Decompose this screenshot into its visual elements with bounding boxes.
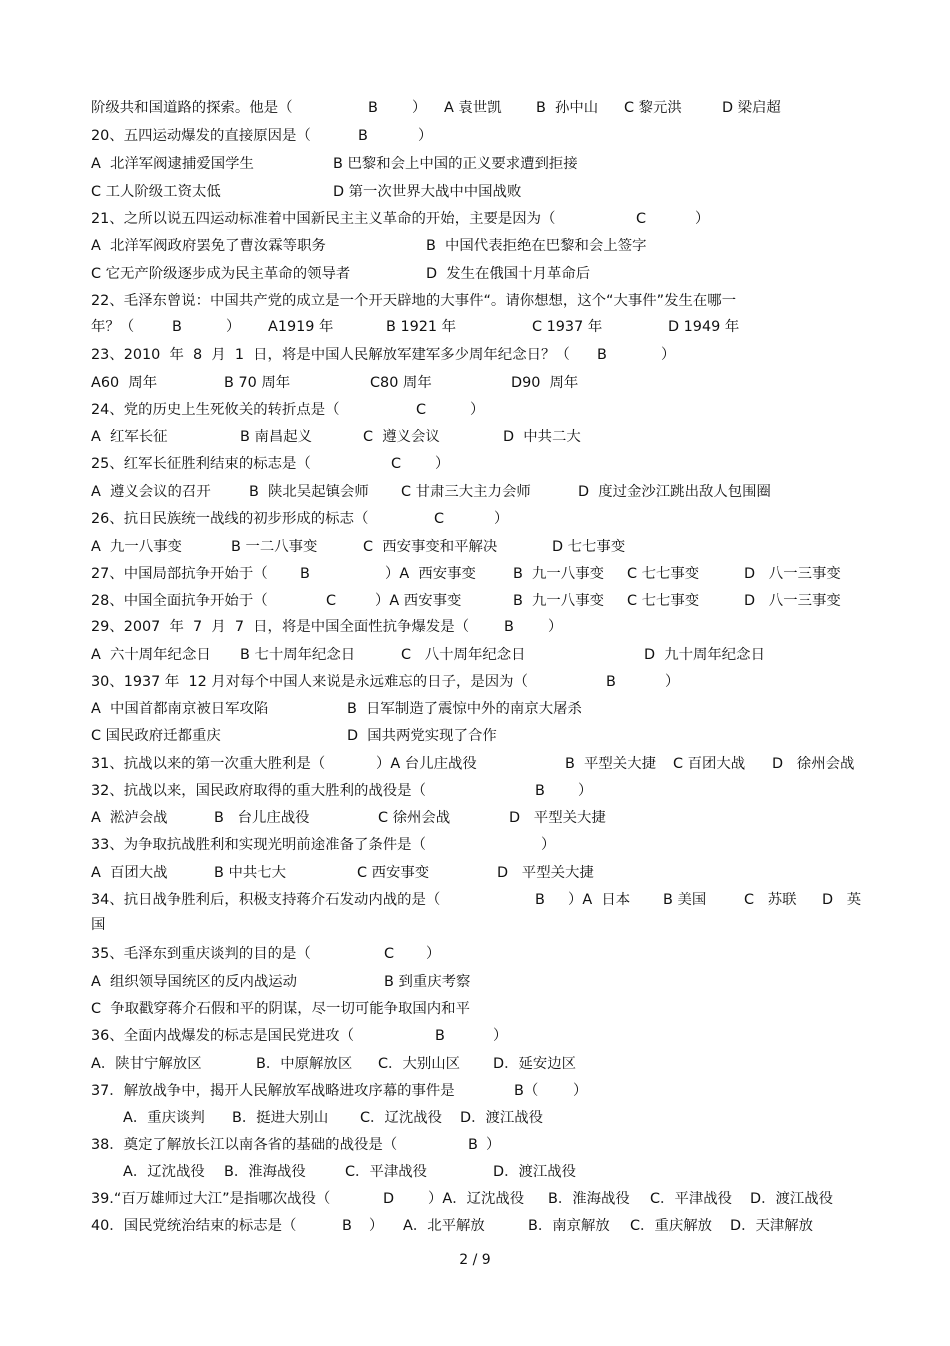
text-segment: A 遵义会议的召开 bbox=[91, 484, 211, 500]
text-segment: B．中原解放区 bbox=[256, 1056, 353, 1072]
question-line bbox=[0, 888, 950, 912]
text-segment: 37．解放战争中，揭开人民解放军战略进攻序幕的事件是 bbox=[91, 1083, 455, 1099]
text-segment: ） bbox=[412, 100, 427, 116]
text-segment: 25、红军长征胜利结束的标志是（ bbox=[91, 456, 311, 472]
question-line bbox=[0, 913, 950, 937]
question-line bbox=[0, 180, 950, 204]
text-segment: C bbox=[416, 402, 427, 418]
question-line bbox=[0, 997, 950, 1021]
text-segment: D 国共两党实现了合作 bbox=[347, 728, 497, 744]
text-segment: B 美国 bbox=[663, 892, 707, 908]
text-segment: B 日军制造了震惊中外的南京大屠杀 bbox=[347, 701, 582, 717]
text-segment: ） bbox=[661, 347, 676, 363]
question-line bbox=[0, 752, 950, 776]
question-line bbox=[0, 670, 950, 694]
text-segment: C 百团大战 bbox=[673, 756, 746, 772]
text-segment: B bbox=[358, 128, 368, 144]
question-line bbox=[0, 970, 950, 994]
text-segment: ） bbox=[548, 619, 563, 635]
text-segment: C 甘肃三大主力会师 bbox=[401, 484, 531, 500]
text-segment: C 八十周年纪念日 bbox=[401, 647, 526, 663]
text-segment: C bbox=[326, 593, 337, 609]
text-segment: A 百团大战 bbox=[91, 865, 168, 881]
text-segment: ）A．辽沈战役 bbox=[428, 1191, 525, 1207]
text-segment: B bbox=[535, 892, 545, 908]
text-segment: 28、中国全面抗争开始于（ bbox=[91, 593, 268, 609]
text-segment: 38．奠定了解放长江以南各省的基础的战役是（ bbox=[91, 1137, 398, 1153]
text-segment: C 工人阶级工资太低 bbox=[91, 184, 221, 200]
page-number: 2 / 9 bbox=[459, 1252, 491, 1268]
text-segment: 24、党的历史上生死攸关的转折点是（ bbox=[91, 402, 340, 418]
text-segment: 26、抗日民族统一战线的初步形成的标志（ bbox=[91, 511, 369, 527]
question-line bbox=[0, 124, 950, 148]
text-segment: B bbox=[504, 619, 514, 635]
question-line bbox=[0, 697, 950, 721]
text-segment: D．延安边区 bbox=[493, 1056, 577, 1072]
question-line bbox=[0, 535, 950, 559]
text-segment: ） bbox=[486, 1137, 501, 1153]
text-segment: C 西安事变和平解决 bbox=[363, 539, 498, 555]
text-segment: D 英 bbox=[822, 892, 862, 908]
question-line bbox=[0, 942, 950, 966]
text-segment: ）A 西安事变 bbox=[385, 566, 476, 582]
text-segment: A1919 年 bbox=[268, 319, 334, 335]
text-segment: A 六十周年纪念日 bbox=[91, 647, 211, 663]
question-line bbox=[0, 371, 950, 395]
text-segment: B 中国代表拒绝在巴黎和会上签字 bbox=[426, 238, 647, 254]
text-segment: B 一二八事变 bbox=[231, 539, 318, 555]
text-segment: 33、为争取抗战胜利和实现光明前途准备了条件是（ bbox=[91, 837, 426, 853]
text-segment: A 北洋军阀政府罢免了曹汝霖等职务 bbox=[91, 238, 326, 254]
text-segment: ）A 日本 bbox=[568, 892, 631, 908]
text-segment: C 西安事变 bbox=[357, 865, 430, 881]
text-segment: 31、抗战以来的第一次重大胜利是（ bbox=[91, 756, 326, 772]
text-segment: A 九一八事变 bbox=[91, 539, 182, 555]
text-segment: A60 周年 bbox=[91, 375, 158, 391]
question-line bbox=[0, 507, 950, 531]
question-line bbox=[0, 96, 950, 120]
text-segment: A 红军长征 bbox=[91, 429, 168, 445]
question-line bbox=[0, 343, 950, 367]
text-segment: B．挺进大别山 bbox=[232, 1110, 329, 1126]
text-segment: B 孙中山 bbox=[536, 100, 599, 116]
text-segment: 30、1937 年 12 月对每个中国人来说是永远难忘的日子，是因为（ bbox=[91, 674, 528, 690]
text-segment: D 八一三事变 bbox=[744, 593, 841, 609]
text-segment: D．渡江战役 bbox=[493, 1164, 577, 1180]
question-line bbox=[0, 1187, 950, 1211]
text-segment: ） bbox=[494, 511, 509, 527]
question-line bbox=[0, 1052, 950, 1076]
text-segment: 国 bbox=[91, 917, 106, 933]
text-segment: D．渡江战役 bbox=[460, 1110, 544, 1126]
text-segment: B bbox=[435, 1028, 445, 1044]
text-segment: ） bbox=[541, 837, 556, 853]
text-segment: C 它无产阶级逐步成为民主革命的领导者 bbox=[91, 266, 351, 282]
question-line bbox=[0, 1214, 950, 1238]
text-segment: D 度过金沙江跳出敌人包围圈 bbox=[578, 484, 771, 500]
text-segment: B bbox=[300, 566, 310, 582]
text-segment: C．重庆解放 bbox=[630, 1218, 713, 1234]
text-segment: ） bbox=[493, 1028, 508, 1044]
text-segment: C 遵义会议 bbox=[363, 429, 440, 445]
text-segment: ） bbox=[418, 128, 433, 144]
text-segment: B 到重庆考察 bbox=[384, 974, 471, 990]
question-line bbox=[0, 398, 950, 422]
text-segment: 34、抗日战争胜利后，积极支持蒋介石发动内战的是（ bbox=[91, 892, 441, 908]
text-segment: D90 周年 bbox=[511, 375, 579, 391]
text-segment: 39.“百万雄师过大江”是指哪次战役（ bbox=[91, 1191, 331, 1207]
text-segment: D 七七事变 bbox=[552, 539, 626, 555]
text-segment: B．淮海战役 bbox=[548, 1191, 630, 1207]
text-segment: A 淞泸会战 bbox=[91, 810, 168, 826]
text-segment: B 台儿庄战役 bbox=[214, 810, 310, 826]
text-segment: ） bbox=[470, 402, 485, 418]
text-segment: C 七七事变 bbox=[627, 593, 700, 609]
question-line bbox=[0, 724, 950, 748]
text-segment: ） bbox=[369, 1218, 384, 1234]
text-segment: ） bbox=[226, 319, 241, 335]
text-segment: A 组织领导国统区的反内战运动 bbox=[91, 974, 298, 990]
text-segment: C bbox=[434, 511, 445, 527]
text-segment: B bbox=[342, 1218, 352, 1234]
question-line bbox=[0, 562, 950, 586]
text-segment: 40．国民党统治结束的标志是（ bbox=[91, 1218, 297, 1234]
text-segment: D 1949 年 bbox=[668, 319, 740, 335]
text-segment: D 九十周年纪念日 bbox=[644, 647, 765, 663]
text-segment: A．陕甘宁解放区 bbox=[91, 1056, 202, 1072]
text-segment: ） bbox=[435, 456, 450, 472]
text-segment: ）A 台儿庄战役 bbox=[376, 756, 477, 772]
text-segment: 35、毛泽东到重庆谈判的目的是（ bbox=[91, 946, 311, 962]
text-segment: B bbox=[606, 674, 616, 690]
text-segment: B 七十周年纪念日 bbox=[240, 647, 356, 663]
text-segment: B．淮海战役 bbox=[224, 1164, 306, 1180]
text-segment: A 北洋军阀逮捕爱国学生 bbox=[91, 156, 254, 172]
text-segment: C 苏联 bbox=[744, 892, 797, 908]
text-segment: 22、毛泽东曾说：中国共产党的成立是一个开天辟地的大事件“。请你想想，这个“大事件”发生在哪一 bbox=[91, 293, 737, 309]
text-segment: B bbox=[535, 783, 545, 799]
text-segment: C 国民政府迁都重庆 bbox=[91, 728, 221, 744]
text-segment: B 70 周年 bbox=[224, 375, 291, 391]
text-segment: B bbox=[368, 100, 378, 116]
question-line bbox=[0, 1160, 950, 1184]
text-segment: ） bbox=[573, 1083, 588, 1099]
text-segment: C bbox=[636, 211, 647, 227]
text-segment: C．平津战役 bbox=[345, 1164, 428, 1180]
question-line bbox=[0, 833, 950, 857]
text-segment: ） bbox=[665, 674, 680, 690]
question-line bbox=[0, 425, 950, 449]
text-segment: C 争取戳穿蒋介石假和平的阴谋，尽一切可能争取国内和平 bbox=[91, 1001, 470, 1017]
text-segment: D 徐州会战 bbox=[772, 756, 855, 772]
text-segment: B 巴黎和会上中国的正义要求遭到拒接 bbox=[333, 156, 578, 172]
question-line bbox=[0, 1133, 950, 1157]
text-segment: B bbox=[597, 347, 607, 363]
text-segment: ） bbox=[695, 211, 710, 227]
text-segment: B．南京解放 bbox=[528, 1218, 610, 1234]
question-line bbox=[0, 643, 950, 667]
text-segment: C．辽沈战役 bbox=[360, 1110, 443, 1126]
text-segment: B 中共七大 bbox=[214, 865, 287, 881]
text-segment: B bbox=[468, 1137, 478, 1153]
text-segment: B 九一八事变 bbox=[513, 593, 604, 609]
text-segment: D．渡江战役 bbox=[750, 1191, 834, 1207]
text-segment: C bbox=[391, 456, 402, 472]
question-line bbox=[0, 289, 950, 313]
text-segment: 36、全面内战爆发的标志是国民党进攻（ bbox=[91, 1028, 354, 1044]
text-segment: A 袁世凯 bbox=[444, 100, 502, 116]
text-segment: 29、2007 年 7 月 7 日，将是中国全面性抗争爆发是（ bbox=[91, 619, 470, 635]
text-segment: ） bbox=[578, 783, 593, 799]
text-segment: D 中共二大 bbox=[503, 429, 581, 445]
text-segment: A．重庆谈判 bbox=[123, 1110, 205, 1126]
question-line bbox=[0, 861, 950, 885]
question-line bbox=[0, 262, 950, 286]
text-segment: 21、之所以说五四运动标准着中国新民主主义革命的开始，主要是因为（ bbox=[91, 211, 556, 227]
text-segment: D 发生在俄国十月革命后 bbox=[426, 266, 591, 282]
text-segment: D 梁启超 bbox=[722, 100, 781, 116]
text-segment: D 第一次世界大战中中国战败 bbox=[333, 184, 522, 200]
text-segment: B 南昌起义 bbox=[240, 429, 313, 445]
text-segment: C 黎元洪 bbox=[624, 100, 682, 116]
text-segment: C．平津战役 bbox=[650, 1191, 733, 1207]
question-line bbox=[0, 207, 950, 231]
text-segment: ） bbox=[426, 946, 441, 962]
question-line bbox=[0, 452, 950, 476]
question-line bbox=[0, 1024, 950, 1048]
text-segment: D 平型关大捷 bbox=[509, 810, 606, 826]
text-segment: B 平型关大捷 bbox=[565, 756, 656, 772]
question-line bbox=[0, 152, 950, 176]
question-line bbox=[0, 615, 950, 639]
text-segment: C 徐州会战 bbox=[378, 810, 451, 826]
text-segment: A 中国首都南京被日军攻陷 bbox=[91, 701, 269, 717]
question-line bbox=[0, 779, 950, 803]
text-segment: A．辽沈战役 bbox=[123, 1164, 205, 1180]
text-segment: 23、2010 年 8 月 1 日，将是中国人民解放军建军多少周年纪念日？（ bbox=[91, 347, 570, 363]
text-segment: 20、五四运动爆发的直接原因是（ bbox=[91, 128, 311, 144]
question-line bbox=[0, 480, 950, 504]
text-segment: C 七七事变 bbox=[627, 566, 700, 582]
text-segment: C 1937 年 bbox=[532, 319, 603, 335]
text-segment: B（ bbox=[514, 1083, 539, 1099]
text-segment: 32、抗战以来，国民政府取得的重大胜利的战役是（ bbox=[91, 783, 426, 799]
text-segment: C80 周年 bbox=[370, 375, 432, 391]
question-line bbox=[0, 234, 950, 258]
text-segment: 阶级共和国道路的探索。他是（ bbox=[91, 100, 293, 116]
text-segment: D bbox=[383, 1191, 395, 1207]
text-segment: 27、中国局部抗争开始于（ bbox=[91, 566, 268, 582]
question-line bbox=[0, 1106, 950, 1130]
question-line bbox=[0, 806, 950, 830]
text-segment: B 1921 年 bbox=[386, 319, 457, 335]
text-segment: B 陕北吴起镇会师 bbox=[249, 484, 369, 500]
text-segment: ）A 西安事变 bbox=[375, 593, 462, 609]
text-segment: C bbox=[384, 946, 395, 962]
question-line bbox=[0, 589, 950, 613]
text-segment: D 八一三事变 bbox=[744, 566, 841, 582]
text-segment: C．大别山区 bbox=[378, 1056, 461, 1072]
question-line bbox=[0, 1079, 950, 1103]
text-segment: 年？（ bbox=[91, 319, 135, 335]
text-segment: B bbox=[172, 319, 182, 335]
text-segment: D 平型关大捷 bbox=[497, 865, 594, 881]
text-segment: D．天津解放 bbox=[730, 1218, 814, 1234]
question-line bbox=[0, 315, 950, 339]
text-segment: B 九一八事变 bbox=[513, 566, 604, 582]
text-segment: A．北平解放 bbox=[403, 1218, 485, 1234]
